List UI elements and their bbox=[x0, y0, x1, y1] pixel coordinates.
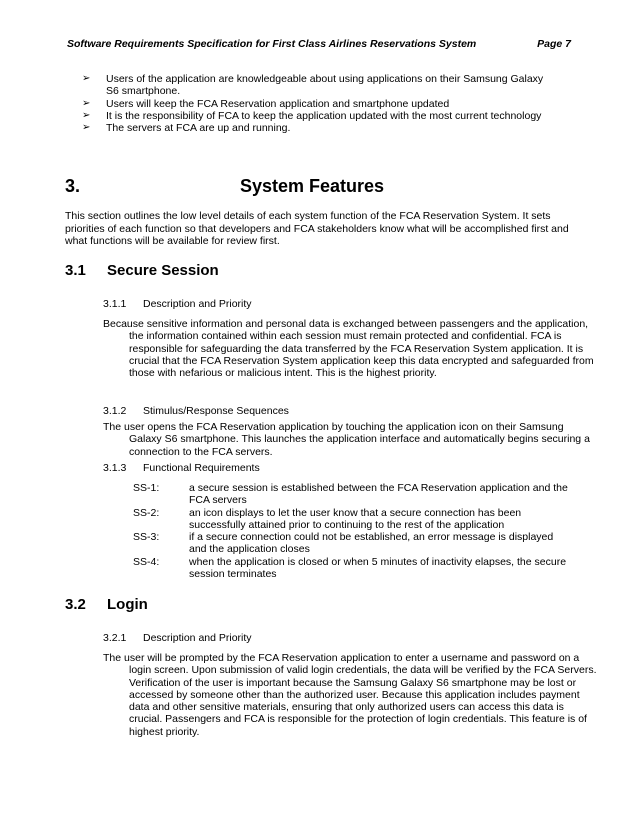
heading-3-1-1: 3.1.1 Description and Priority bbox=[103, 298, 252, 310]
requirement-text: an icon displays to let the user know that a secure connection has been successfully attained prior to continuing to the rest of the application bbox=[189, 506, 522, 531]
list-item: ➢ Users will keep the FCA Reservation application and smartphone updated bbox=[82, 97, 450, 110]
heading-3-1-2: 3.1.2 Stimulus/Response Sequences bbox=[103, 405, 289, 417]
section-title: System Features bbox=[240, 176, 385, 196]
requirement-row bbox=[133, 556, 573, 581]
requirement-id: SS-3: bbox=[133, 531, 160, 544]
list-item: ➢ Users of the application are knowledgeable about using applications on their Samsung Galaxy S6 smartphone. bbox=[82, 73, 544, 98]
arrow-bullet-icon: ➢ bbox=[82, 109, 91, 121]
requirements-list bbox=[133, 482, 573, 580]
arrow-bullet-icon: ➢ bbox=[82, 122, 91, 134]
section-intro: This section outlines the low level details of each system function of the FCA Reservation System. It sets priorities of each function so that developers and FCA stakeholders know what will be accomplished first and what functions will be available for review first. bbox=[65, 210, 569, 247]
list-item: ➢ It is the responsibility of FCA to keep the application updated with the most current technology bbox=[82, 109, 542, 122]
list-item: ➢ The servers at FCA are up and running. bbox=[82, 122, 291, 135]
arrow-bullet-icon: ➢ bbox=[82, 73, 91, 84]
paragraph-3-2-1: The user will be prompted by the FCA Reservation application to enter a username and password on a login screen. Upon submission of valid login credentials, the data will be verified by the FCA Servers. Verification of the user is important because the Samsung Galaxy S6 smartphone may be lost or accessed by someone other than the authorized user. Because this application includes payment data and other sensitive materials, ensuring that only authorized users can access this data is crucial. Passengers and FCA is responsible for the protection of login credentials. This feature is of highest priority. bbox=[103, 652, 597, 738]
page-number: Page 7 bbox=[537, 38, 571, 50]
requirement-row bbox=[133, 531, 573, 556]
header-title: Software Requirements Specification for First Class Airlines Reservations System bbox=[67, 38, 477, 50]
arrow-bullet-icon: ➢ bbox=[82, 97, 91, 109]
requirement-text: a secure session is established between the FCA Reservation application and the FCA servers bbox=[189, 482, 568, 507]
requirement-id: SS-4: bbox=[133, 555, 160, 568]
requirement-row bbox=[133, 482, 573, 507]
section-number: 3. bbox=[65, 176, 81, 196]
heading-3-1: 3.1 Secure Session bbox=[65, 262, 219, 279]
requirement-id: SS-1: bbox=[133, 482, 160, 494]
assumptions-list bbox=[82, 73, 552, 134]
paragraph-3-1-1: Because sensitive information and personal data is exchanged between passengers and the application, the information contained within each session must remain protected and confidential. FCA is responsible for safeguarding the data transferred by the FCA Reservation System application. It is crucial that the FCA Reservation System application keep this data encrypted and safeguarded from those with nefarious or malicious intent. This is the highest priority. bbox=[103, 318, 594, 380]
heading-3-1-3: 3.1.3 Functional Requirements bbox=[103, 462, 260, 474]
paragraph-3-1-2: The user opens the FCA Reservation application by touching the application icon on their Samsung Galaxy S6 smartphone. This launches the application interface and automatically begins securing a connection to the FCA servers. bbox=[103, 421, 590, 458]
requirement-id: SS-2: bbox=[133, 506, 160, 519]
heading-3-2: 3.2 Login bbox=[65, 596, 148, 613]
requirement-text: if a secure connection could not be established, an error message is displayed and the application closes bbox=[189, 531, 554, 556]
requirement-row bbox=[133, 507, 573, 532]
requirement-text: when the application is closed or when 5 minutes of inactivity elapses, the secure session terminates bbox=[189, 555, 567, 581]
heading-3-2-1: 3.2.1 Description and Priority bbox=[103, 632, 252, 644]
